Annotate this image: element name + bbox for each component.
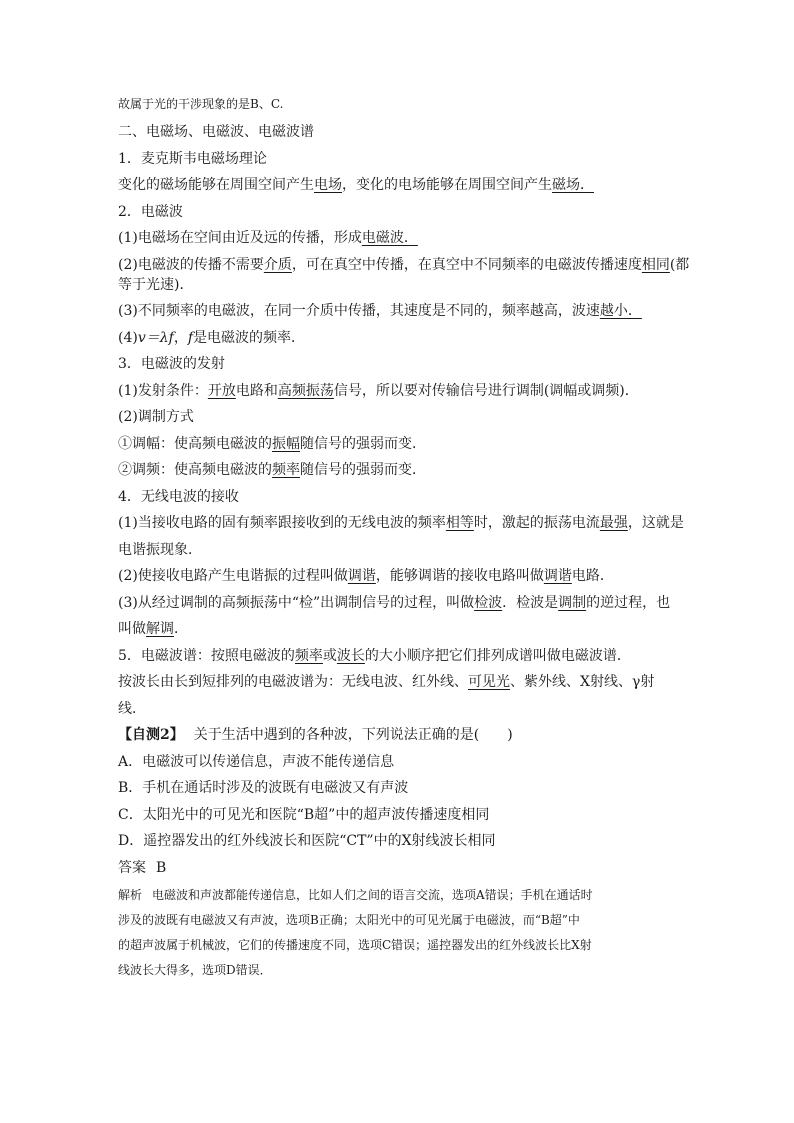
formula: v＝λf bbox=[137, 329, 174, 346]
blank-answer: 相同 bbox=[641, 256, 670, 273]
analysis-line-1: 解析 电磁波和声波都能传递信息，比如人们之间的语言交流，选项A错误；手机在通话时 bbox=[118, 888, 593, 902]
quiz-option-c: C．太阳光中的可见光和医院“B超”中的超声波传播速度相同 bbox=[118, 806, 490, 823]
wave-line-3: (3)不同频率的电磁波，在同一介质中传播，其速度是不同的，频率越高，波速越小． bbox=[118, 303, 642, 319]
document-page bbox=[118, 93, 690, 988]
emit-line-1: (1)发射条件：开放电路和高频振荡信号，所以要对传输信号进行调制(调幅或调频)． bbox=[118, 382, 639, 399]
blank-answer: 开放 bbox=[207, 382, 236, 399]
intro-text: 故属于光的干涉现象的是B、C. bbox=[118, 97, 284, 111]
quiz-tag: 【自测2】 bbox=[118, 727, 184, 743]
analysis-line-4: 线波长大得多，选项D错误． bbox=[118, 963, 272, 977]
emit-heading: 3．电磁波的发射 bbox=[118, 356, 225, 372]
emit-line-4: ②调频：使高频电磁波的频率随信号的强弱而变． bbox=[118, 462, 426, 478]
blank-answer: 解调 bbox=[146, 621, 174, 637]
maxwell-heading: 1．麦克斯韦电磁场理论 bbox=[118, 150, 267, 167]
receive-line-3b: 叫做解调． bbox=[118, 621, 188, 637]
receive-heading: 4．无线电波的接收 bbox=[118, 488, 239, 505]
blank-answer: 调谐 bbox=[543, 568, 572, 584]
emit-line-3: ①调幅：使高频电磁波的振幅随信号的强弱而变． bbox=[118, 435, 426, 452]
spectrum-line-2: 按波长由长到短排列的电磁波谱为：无线电波、红外线、可见光、紫外线、X射线、γ射 bbox=[118, 674, 655, 690]
blank-answer: 调制 bbox=[558, 594, 587, 611]
answer-value: B bbox=[156, 859, 167, 876]
analysis-line-2: 涉及的波既有电磁波又有声波，选项B正确；太阳光中的可见光属于电磁波，而“B超”中 bbox=[118, 913, 580, 927]
maxwell-line: 变化的磁场能够在周围空间产生电场，变化的电场能够在周围空间产生磁场． bbox=[118, 177, 594, 193]
blank-answer: 相等 bbox=[445, 515, 474, 531]
wave-line-2: (2)电磁波的传播不需要介质，可在真空中传播，在真空中不同频率的电磁波传播速度相同(都 bbox=[118, 256, 690, 273]
blank-answer: 振幅 bbox=[272, 435, 300, 452]
blank-answer: 高频振荡 bbox=[277, 382, 334, 399]
receive-line-1: (1)当接收电路的固有频率跟接收到的无线电波的频率相等时，激起的振荡电流最强，这就是 bbox=[118, 515, 684, 531]
wave-line-1: (1)电磁场在空间由近及远的传播，形成电磁波． bbox=[118, 230, 418, 246]
wave-heading: 2．电磁波 bbox=[118, 203, 183, 220]
section-title: 二、电磁场、电磁波、电磁波谱 bbox=[118, 124, 314, 140]
emit-line-2: (2)调制方式 bbox=[118, 409, 194, 425]
spectrum-line-2b: 线． bbox=[118, 700, 146, 717]
analysis-label: 解析 bbox=[118, 888, 143, 902]
wave-line-4: (4)v＝λf，f是电磁波的频率． bbox=[118, 329, 305, 346]
answer-line bbox=[118, 858, 684, 878]
blank-answer: 磁场． bbox=[552, 177, 594, 193]
receive-line-3: (3)从经过调制的高频振荡中“检”出调制信号的过程，叫做检波．检波是调制的逆过程，也 bbox=[118, 594, 671, 611]
blank-answer: 检波 bbox=[474, 594, 503, 611]
spectrum-line-1: 5．电磁波谱：按照电磁波的频率或波长的大小顺序把它们排列成谱叫做电磁波谱． bbox=[118, 647, 631, 664]
blank-answer: 越小． bbox=[599, 303, 642, 319]
quiz-option-b: B．手机在通话时涉及的波既有电磁波又有声波 bbox=[118, 780, 409, 796]
blank-answer: 可见光 bbox=[468, 674, 510, 690]
receive-line-1b: 电谐振现象． bbox=[118, 541, 202, 558]
blank-answer: 电场 bbox=[314, 177, 342, 193]
answer-label: 答案 bbox=[118, 859, 146, 876]
blank-answer: 最强 bbox=[599, 515, 628, 531]
quiz-question: 【自测2】 关于生活中遇到的各种波，下列说法正确的是( ) bbox=[118, 727, 513, 743]
quiz-option-a: A．电磁波可以传递信息，声波不能传递信息 bbox=[118, 753, 395, 770]
wave-line-2b: 等于光速)． bbox=[118, 276, 194, 293]
blank-answer: 频率 bbox=[294, 647, 323, 664]
receive-line-2: (2)使接收电路产生电谐振的过程叫做调谐，能够调谐的接收电路叫做调谐电路． bbox=[118, 568, 614, 584]
blank-answer: 频率 bbox=[272, 462, 300, 478]
blank-answer: 波长 bbox=[336, 647, 365, 664]
blank-answer: 电磁波． bbox=[361, 230, 418, 246]
blank-answer: 介质 bbox=[263, 256, 292, 273]
quiz-option-d: D．遥控器发出的红外线波长和医院“CT”中的X射线波长相同 bbox=[118, 833, 496, 849]
blank-answer: 调谐 bbox=[347, 568, 376, 584]
analysis-line-3: 的超声波属于机械波，它们的传播速度不同，选项C错误；遥控器发出的红外线波长比X射 bbox=[118, 938, 592, 952]
